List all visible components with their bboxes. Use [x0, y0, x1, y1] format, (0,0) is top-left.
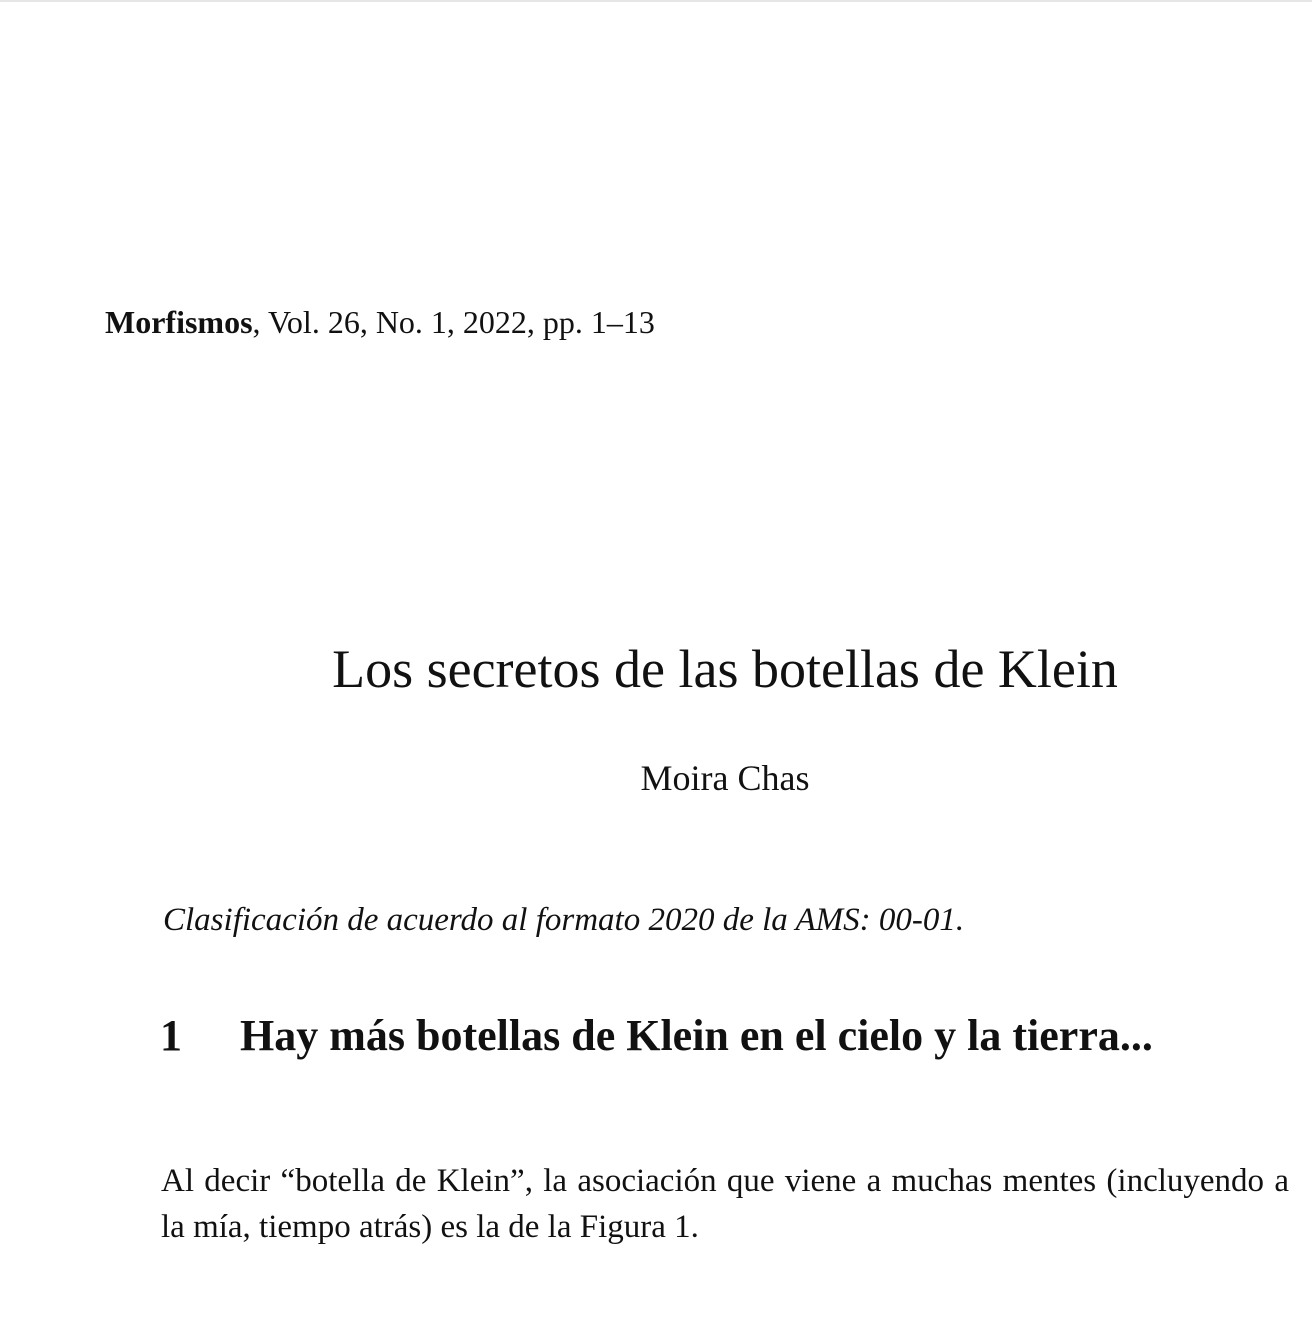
article-author: Moira Chas [640, 758, 810, 798]
ams-classification: Clasificación de acuerdo al formato 2020 de la AMS: 00-01. [163, 902, 965, 938]
journal-citation [105, 302, 655, 342]
body-paragraph: Al decir “botella de Klein”, la asociación que viene a muchas mentes (incluyendo a la mía, tiempo atrás) es la de la Figura 1. [161, 1163, 1289, 1245]
article-title: Los secretos de las botellas de Klein [332, 639, 1118, 699]
page-top-border [0, 0, 1312, 2]
journal-volume-info: , Vol. 26, No. 1, 2022, pp. 1–13 [252, 304, 655, 340]
section-heading [160, 1005, 1290, 1067]
section-title: Hay más botellas de Klein en el cielo y la tierra... [240, 1011, 1153, 1060]
journal-name: Morfismos [105, 304, 253, 340]
section-number: 1 [160, 1011, 182, 1060]
